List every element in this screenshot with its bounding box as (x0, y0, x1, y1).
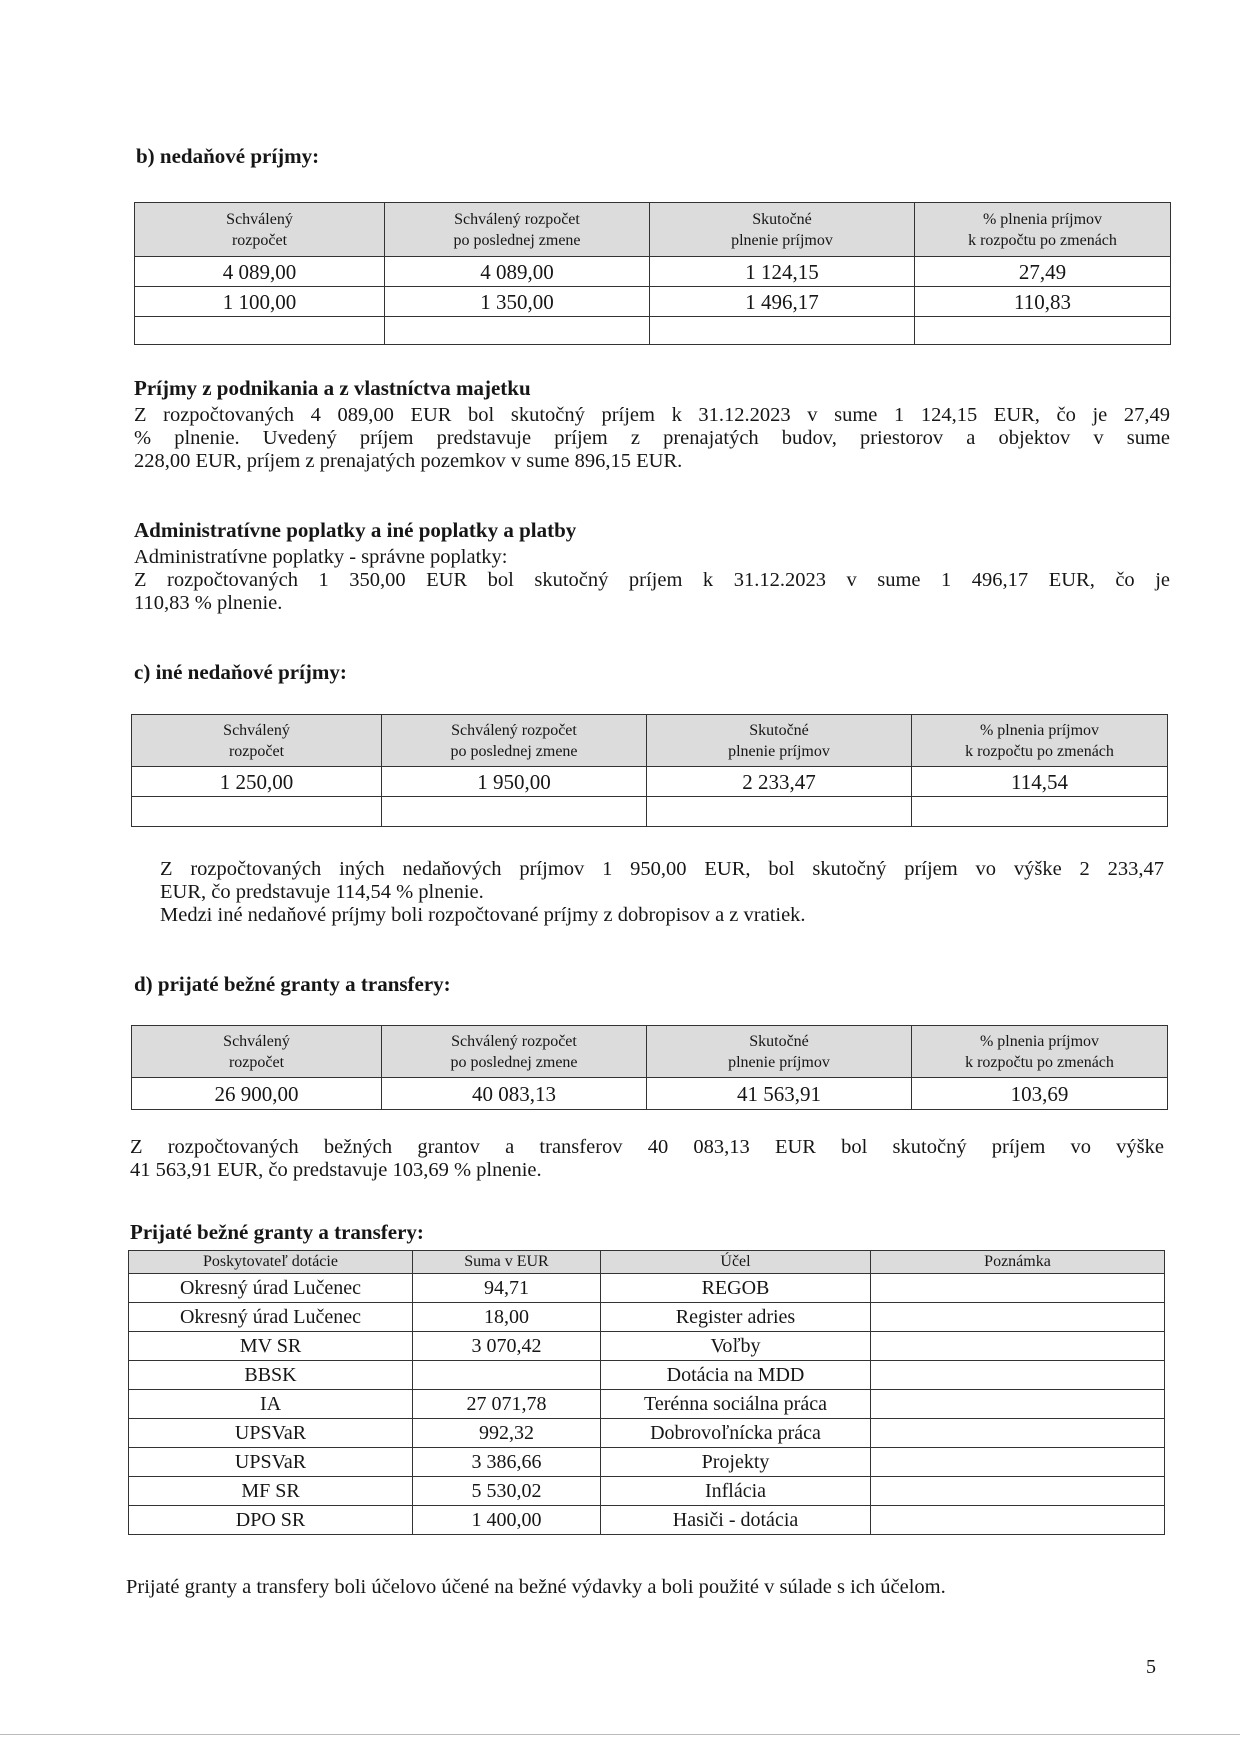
table-cell (385, 317, 650, 345)
text-line: Z rozpočtovaných 1 350,00 EUR bol skutočný príjem k 31.12.2023 v sume 1 496,17 EUR, čo je (134, 569, 1170, 591)
table-row (129, 1332, 1165, 1361)
paragraph-d (130, 1136, 1164, 1182)
table-cell: 992,32 (413, 1419, 601, 1448)
table-cell: 1 496,17 (650, 287, 915, 317)
table-cell: BBSK (129, 1361, 413, 1390)
heading-podnikanie: Príjmy z podnikania a z vlastníctva majetku (134, 376, 531, 400)
heading-d: d) prijaté bežné granty a transfery: (134, 972, 451, 996)
heading-granty: Prijaté bežné granty a transfery: (130, 1220, 424, 1244)
paragraph-administrativne (134, 546, 1170, 615)
table-cell: 3 070,42 (413, 1332, 601, 1361)
page-bottom-rule (0, 1734, 1240, 1735)
table-row (132, 767, 1168, 797)
table-b-col-3: % plnenia príjmov k rozpočtu po zmenách (915, 203, 1171, 257)
table-cell: 114,54 (912, 767, 1168, 797)
table-granty-col-amount: Suma v EUR (413, 1251, 601, 1274)
table-cell (871, 1361, 1165, 1390)
table-cell: 2 233,47 (647, 767, 912, 797)
table-cell: Terénna sociálna práca (601, 1390, 871, 1419)
table-c-col-2: Skutočné plnenie príjmov (647, 715, 912, 767)
table-cell: 18,00 (413, 1303, 601, 1332)
table-cell: 26 900,00 (132, 1078, 382, 1110)
table-c (131, 714, 1168, 827)
table-cell: Inflácia (601, 1477, 871, 1506)
text-line: 110,83 % plnenie. (134, 592, 283, 614)
table-cell: Okresný úrad Lučenec (129, 1303, 413, 1332)
table-cell: 1 400,00 (413, 1506, 601, 1535)
table-cell: 4 089,00 (385, 257, 650, 287)
table-cell: 1 124,15 (650, 257, 915, 287)
table-cell (871, 1303, 1165, 1332)
table-cell: 1 350,00 (385, 287, 650, 317)
table-row (129, 1506, 1165, 1535)
table-d (131, 1025, 1168, 1110)
table-cell: MV SR (129, 1332, 413, 1361)
table-d-col-0: Schválený rozpočet (132, 1026, 382, 1078)
table-cell: UPSVaR (129, 1419, 413, 1448)
table-cell (647, 797, 912, 827)
table-cell: 1 100,00 (135, 287, 385, 317)
table-c-col-0: Schválený rozpočet (132, 715, 382, 767)
table-granty-col-note: Poznámka (871, 1251, 1165, 1274)
table-granty-header-row (129, 1251, 1165, 1274)
table-cell: Hasiči - dotácia (601, 1506, 871, 1535)
heading-b: b) nedaňové príjmy: (136, 144, 320, 168)
table-cell: Voľby (601, 1332, 871, 1361)
table-granty-col-provider: Poskytovateľ dotácie (129, 1251, 413, 1274)
table-row (129, 1361, 1165, 1390)
table-b-col-1: Schválený rozpočet po poslednej zmene (385, 203, 650, 257)
table-cell (915, 317, 1171, 345)
table-cell: 41 563,91 (647, 1078, 912, 1110)
text-line: EUR, čo predstavuje 114,54 % plnenie. (160, 881, 484, 903)
paragraph-c (160, 858, 1164, 927)
table-b (134, 202, 1171, 345)
table-cell (871, 1274, 1165, 1303)
table-cell: Dotácia na MDD (601, 1361, 871, 1390)
table-cell: IA (129, 1390, 413, 1419)
page-number: 5 (1146, 1656, 1156, 1678)
table-cell (871, 1332, 1165, 1361)
table-row (129, 1303, 1165, 1332)
table-row (135, 317, 1171, 345)
table-c-col-1: Schválený rozpočet po poslednej zmene (382, 715, 647, 767)
table-row (129, 1448, 1165, 1477)
table-row (135, 287, 1171, 317)
table-cell (871, 1448, 1165, 1477)
table-row (129, 1390, 1165, 1419)
table-d-col-1: Schválený rozpočet po poslednej zmene (382, 1026, 647, 1078)
table-cell (132, 797, 382, 827)
table-b-header-row (135, 203, 1171, 257)
table-row (132, 797, 1168, 827)
table-cell: 103,69 (912, 1078, 1168, 1110)
table-c-header-row (132, 715, 1168, 767)
table-cell: 27 071,78 (413, 1390, 601, 1419)
table-cell: Dobrovoľnícka práca (601, 1419, 871, 1448)
table-cell (382, 797, 647, 827)
table-c-col-3: % plnenia príjmov k rozpočtu po zmenách (912, 715, 1168, 767)
text-line: Z rozpočtovaných iných nedaňových príjmov 1 950,00 EUR, bol skutočný príjem vo výške 2 233,47 (160, 858, 1164, 880)
table-d-col-3: % plnenia príjmov k rozpočtu po zmenách (912, 1026, 1168, 1078)
text-line: Z rozpočtovaných bežných grantov a transferov 40 083,13 EUR bol skutočný príjem vo výške (130, 1136, 1164, 1158)
table-cell: 5 530,02 (413, 1477, 601, 1506)
table-b-col-0: Schválený rozpočet (135, 203, 385, 257)
table-cell: 1 250,00 (132, 767, 382, 797)
heading-c: c) iné nedaňové príjmy: (134, 660, 347, 684)
text-line: Z rozpočtovaných 4 089,00 EUR bol skutočný príjem k 31.12.2023 v sume 1 124,15 EUR, čo je 27,49 (134, 404, 1170, 426)
text-line: 228,00 EUR, príjem z prenajatých pozemkov v sume 896,15 EUR. (134, 450, 683, 472)
table-d-header-row (132, 1026, 1168, 1078)
text-line: % plnenie. Uvedený príjem predstavuje príjem z prenajatých budov, priestorov a objektov v sume (134, 427, 1170, 449)
text-line: Administratívne poplatky - správne poplatky: (134, 546, 508, 568)
text-line: 41 563,91 EUR, čo predstavuje 103,69 % plnenie. (130, 1159, 542, 1181)
table-cell (650, 317, 915, 345)
heading-administrativne: Administratívne poplatky a iné poplatky a platby (134, 518, 577, 542)
table-row (129, 1477, 1165, 1506)
table-cell (871, 1419, 1165, 1448)
table-granty (128, 1250, 1165, 1535)
table-cell (871, 1506, 1165, 1535)
table-row (129, 1419, 1165, 1448)
table-row (132, 1078, 1168, 1110)
table-cell (135, 317, 385, 345)
table-cell: Okresný úrad Lučenec (129, 1274, 413, 1303)
table-cell (912, 797, 1168, 827)
table-cell (413, 1361, 601, 1390)
table-cell: Projekty (601, 1448, 871, 1477)
table-cell: 40 083,13 (382, 1078, 647, 1110)
table-row (135, 257, 1171, 287)
table-cell: 3 386,66 (413, 1448, 601, 1477)
table-cell: 110,83 (915, 287, 1171, 317)
table-cell (871, 1390, 1165, 1419)
table-cell: Register adries (601, 1303, 871, 1332)
table-granty-col-purpose: Účel (601, 1251, 871, 1274)
table-cell (871, 1477, 1165, 1506)
table-cell: DPO SR (129, 1506, 413, 1535)
table-cell: 27,49 (915, 257, 1171, 287)
paragraph-podnikanie (134, 404, 1170, 473)
table-row (129, 1274, 1165, 1303)
table-cell: UPSVaR (129, 1448, 413, 1477)
table-cell: 94,71 (413, 1274, 601, 1303)
table-b-col-2: Skutočné plnenie príjmov (650, 203, 915, 257)
closing-sentence: Prijaté granty a transfery boli účelovo účené na bežné výdavky a boli použité v súlade s ich účelom. (126, 1576, 946, 1598)
table-cell: MF SR (129, 1477, 413, 1506)
text-line: Medzi iné nedaňové príjmy boli rozpočtované príjmy z dobropisov a z vratiek. (160, 904, 806, 926)
table-cell: 4 089,00 (135, 257, 385, 287)
table-cell: REGOB (601, 1274, 871, 1303)
table-d-col-2: Skutočné plnenie príjmov (647, 1026, 912, 1078)
table-cell: 1 950,00 (382, 767, 647, 797)
